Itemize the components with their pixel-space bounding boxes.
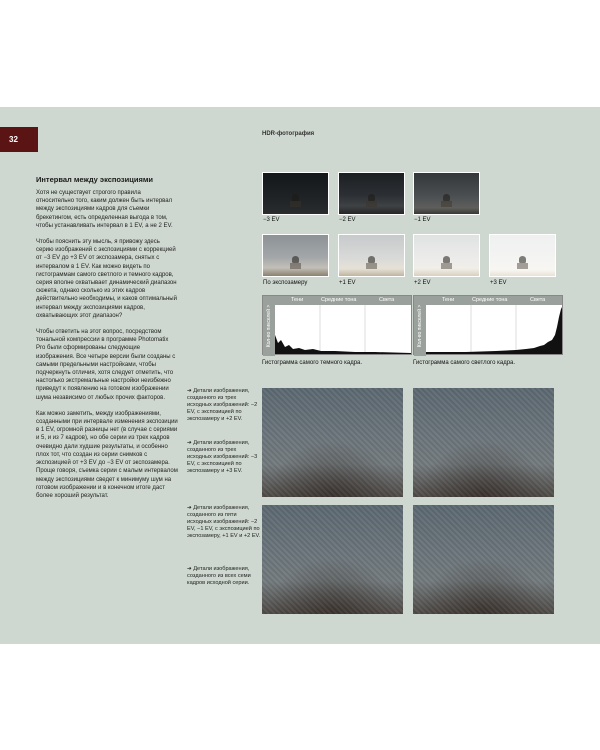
exposure-label: +1 EV	[339, 280, 356, 286]
exposure-photo-plus3	[489, 234, 556, 277]
exposure-label: +2 EV	[414, 280, 431, 286]
exposure-photo-minus2	[338, 172, 405, 215]
zone-label: Средние тона	[321, 297, 357, 303]
side-note: ➔ Детали изображения, созданного из трех исходных изображений: −3 EV, с экспозицией по экспозамеру и +3 EV.	[187, 440, 258, 474]
axis-label: Кол-во пикселей >	[417, 304, 423, 348]
zone-label: Света	[530, 297, 546, 303]
exposure-photo-plus2	[413, 234, 480, 277]
zone-label: Тени	[291, 297, 304, 303]
paragraph: Как можно заметить, между изображениями, созданными при интервале изменения экспозиции в 1 EV, огромной разницы нет (в случае с сериями и 5, и из 7 кадров), но обе серии из трех кадров очевидно дали худшие результаты, и особенно плох тот, что создан из серии снимков с экспозицией от +3 EV до −3 EV от экспозамера. Проще говоря, съемка серии с малым интервалом между экспозициями сведет к минимуму шум на готовом изображении и в конечном итоге даст более хороший результат.	[36, 410, 178, 499]
zone-label: Средние тона	[472, 297, 508, 303]
side-note: ➔ Детали изображения, созданного из всех семи кадров исходной серии.	[187, 566, 251, 586]
exposure-photo-minus1	[413, 172, 480, 215]
detail-photo-3frames-3ev	[413, 388, 554, 497]
exposure-photo-minus3	[262, 172, 329, 215]
exposure-photo-plus1	[338, 234, 405, 277]
axis-label: Кол-во пикселей >	[266, 304, 272, 348]
section-heading: Интервал между экспозициями	[36, 175, 153, 184]
side-note: ➔ Детали изображения, созданного из пяти исходных изображений: −2 EV, −1 EV, с экспозицией по экспозамеру, +1 EV и +2 EV.	[187, 505, 261, 539]
exposure-label: −3 EV	[263, 217, 280, 223]
detail-photo-3frames-2ev	[262, 388, 403, 497]
exposure-label: −2 EV	[339, 217, 356, 223]
detail-photo-5frames	[262, 505, 403, 614]
exposure-label: По экспозамеру	[263, 280, 308, 286]
running-head: HDR-фотография	[262, 131, 315, 137]
article-body	[36, 189, 178, 508]
side-note: ➔ Детали изображения, созданного из трех исходных изображений: −2 EV, с экспозицией по экспозамеру и +2 EV.	[187, 388, 258, 422]
paragraph: Чтобы пояснить эту мысль, я привожу здесь серию изображений с экспозициями с коррекцией от −3 EV до +3 EV от экспозамера, снятых с интервалом в 1 EV. Как можно видеть по гистограммам самого светлого и темного кадров, серия вполне охватывает динамический диапазон сюжета, однако сколько из этих кадров действительно необходимы, и каков оптимальный интервал между экспозициями кадров, охватывающих этот диапазон?	[36, 239, 177, 319]
book-page	[0, 107, 600, 644]
page-number: 32	[0, 127, 38, 152]
detail-photo-7frames	[413, 505, 554, 614]
histogram-dark-caption: Гистограмма самого темного кадра.	[262, 360, 363, 366]
histogram-bright-caption: Гистограмма самого светлого кадра.	[413, 360, 516, 366]
histogram-dark	[262, 295, 412, 355]
exposure-label: −1 EV	[414, 217, 431, 223]
paragraph: Чтобы ответить на этот вопрос, посредством тональной компрессии в программе Photomatix Pro были сформированы следующие изображения. Все четыре версии были созданы с самыми предельными настройками, чтобы подчеркнуть отличия, хотя следует отметить, что настолько экстремальные настройки неизбежно приведут к появлению на готовом изображении шума независимо от любых прочих факторов.	[36, 329, 176, 401]
histogram-bright-graph	[426, 305, 562, 354]
exposure-label: +3 EV	[490, 280, 507, 286]
zone-label: Тени	[442, 297, 455, 303]
paragraph: Хотя не существует строгого правила относительно того, каким должен быть интервал между экспозициями кадров для съемки брекетингом, есть определенная выгода в том, чтобы устанавливать интервал в 1 EV, а не 2 EV.	[36, 190, 173, 229]
exposure-photo-metered	[262, 234, 329, 277]
histogram-dark-graph	[275, 305, 411, 354]
zone-label: Света	[379, 297, 395, 303]
histogram-bright	[413, 295, 563, 355]
